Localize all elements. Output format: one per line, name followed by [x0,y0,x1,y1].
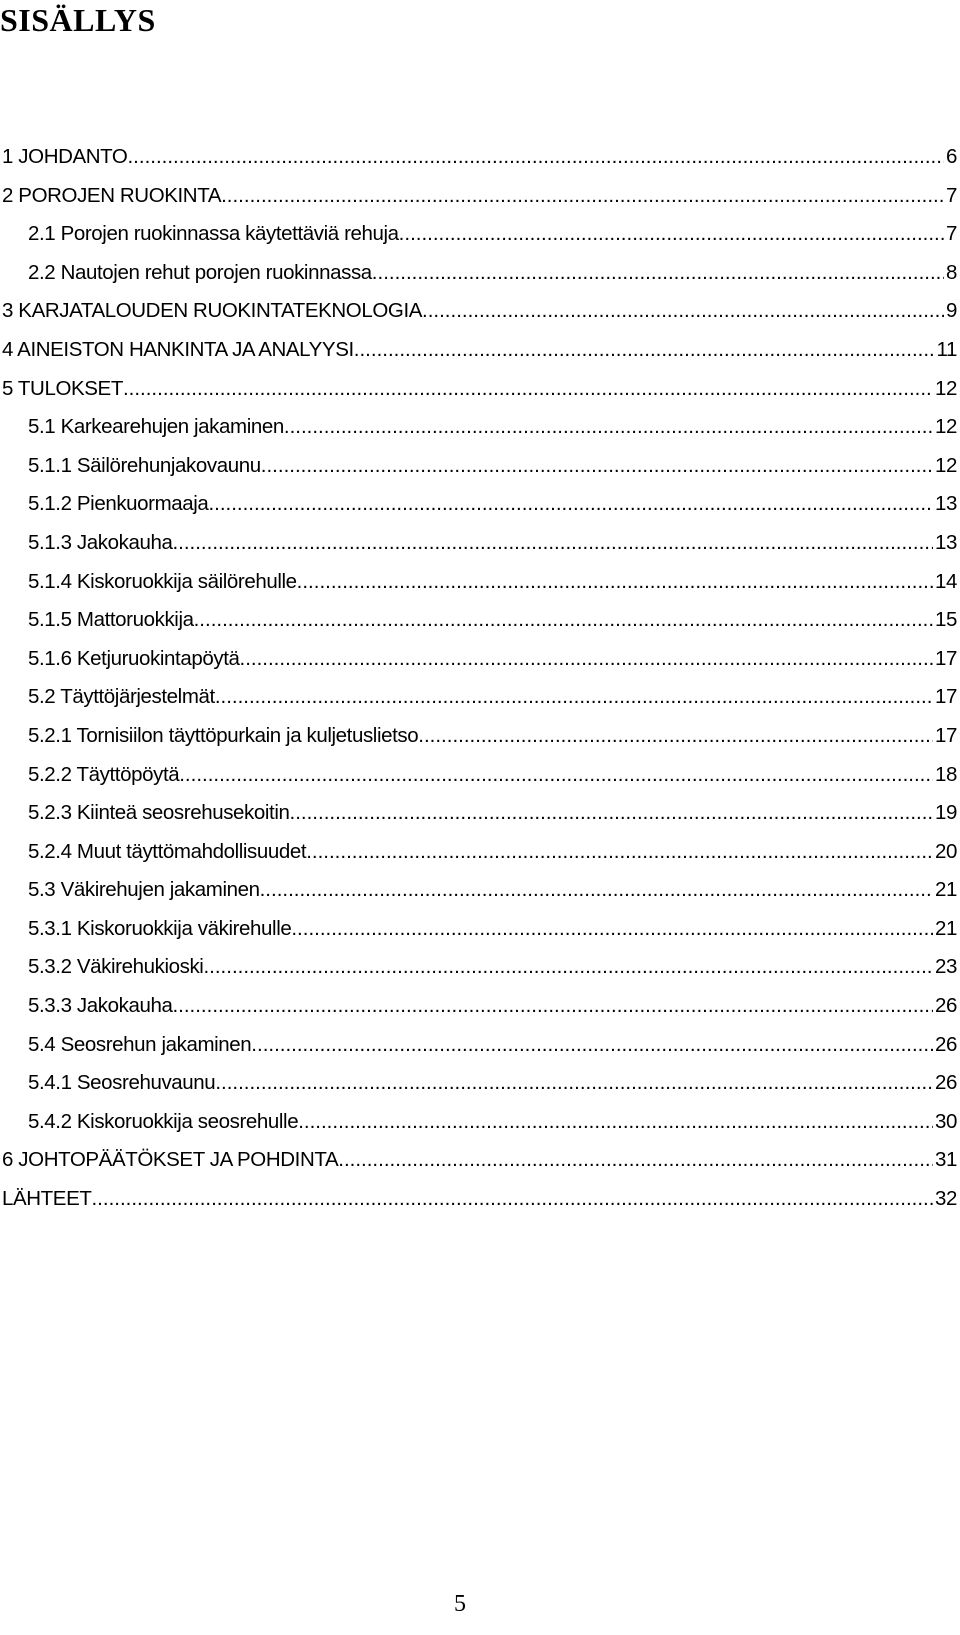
toc-entry-label: 5.2.1 Tornisiilon täyttöpurkain ja kuljetuslietso [28,723,419,747]
toc-entry-label: 5.2.3 Kiinteä seosrehusekoitin [28,801,290,825]
toc-entry[interactable] [0,1187,957,1226]
toc-entry-page: 17 [934,723,957,747]
toc-entry[interactable] [0,415,957,454]
toc-entry[interactable] [0,1033,957,1072]
toc-entry[interactable] [0,685,957,724]
toc-entry[interactable] [0,531,957,570]
dot-leader [372,261,944,285]
toc-entry[interactable] [0,840,957,879]
toc-entry-page: 19 [934,801,957,825]
toc-entry[interactable] [0,1071,957,1110]
toc-entry-page: 30 [934,1109,957,1133]
dot-leader [179,763,933,787]
toc-entry-page: 7 [945,222,957,246]
dot-leader [284,415,933,439]
toc-entry-label: 5.3.3 Jakokauha [28,994,173,1018]
toc-entry[interactable] [0,763,957,802]
toc-entry-page: 6 [945,145,957,168]
dot-leader [251,1033,933,1057]
toc-entry-page: 14 [934,569,957,593]
dot-leader [291,917,933,941]
toc-entry-label: 5.1 Karkearehujen jakaminen [28,415,284,439]
toc-entry[interactable] [0,878,957,917]
toc-entry-page: 7 [945,183,957,207]
toc-entry[interactable] [0,570,957,609]
toc-entry-page: 9 [945,299,957,323]
toc-entry[interactable] [0,955,957,994]
toc-entry-page: 32 [934,1187,957,1211]
dot-leader [418,724,933,748]
toc-entry[interactable] [0,222,957,261]
toc-entry-label: 5.1.3 Jakokauha [28,530,173,554]
toc-entry[interactable] [0,299,957,338]
toc-entry[interactable] [0,1110,957,1149]
toc-entry[interactable] [0,647,957,686]
toc-entry-page: 11 [936,337,957,361]
toc-entry-label: 2 POROJEN RUOKINTA [2,183,222,207]
toc-entry-page: 13 [934,492,957,516]
toc-entry[interactable] [0,1148,957,1187]
toc-entry-label: 5.2.2 Täyttöpöytä [28,762,180,786]
toc-entry-label: 5.1.5 Mattoruokkija [28,608,194,632]
toc-entry-page: 18 [934,762,957,786]
dot-leader [297,570,933,594]
toc-entry-label: LÄHTEET [2,1187,92,1211]
toc-entry-label: 5.3.2 Väkirehukioski [28,955,204,979]
dot-leader [338,1148,933,1172]
page-number: 5 [454,1591,466,1617]
toc-entry-page: 12 [934,415,957,439]
toc-entry-label: 5.4.1 Seosrehuvaunu [28,1071,216,1095]
toc-entry-page: 26 [934,1071,957,1095]
dot-leader [203,955,933,979]
table-of-contents [0,145,957,1226]
toc-entry-label: 3 KARJATALOUDEN RUOKINTATEKNOLOGIA [2,299,423,323]
dot-leader [215,1071,933,1095]
dot-leader [172,531,933,555]
toc-entry-label: 5.3 Väkirehujen jakaminen [28,878,260,902]
toc-entry[interactable] [0,608,957,647]
toc-entry[interactable] [0,184,957,223]
toc-entry-label: 1 JOHDANTO [2,145,128,168]
toc-entry[interactable] [0,377,957,416]
dot-leader [290,801,933,825]
toc-entry-page: 12 [934,453,957,477]
toc-entry-page: 20 [934,839,957,863]
toc-entry[interactable] [0,994,957,1033]
toc-entry[interactable] [0,801,957,840]
toc-entry[interactable] [0,338,957,377]
toc-entry-label: 5.2.4 Muut täyttömahdollisuudet [28,839,307,863]
toc-entry-page: 21 [934,878,957,902]
dot-leader [354,338,935,362]
dot-leader [240,647,933,671]
dot-leader [298,1110,933,1134]
toc-entry[interactable] [0,492,957,531]
toc-entry[interactable] [0,145,957,184]
dot-leader [399,222,944,246]
dot-leader [127,145,944,169]
toc-entry-label: 2.1 Porojen ruokinnassa käytettäviä rehuja [28,222,399,246]
toc-entry[interactable] [0,454,957,493]
dot-leader [260,878,933,902]
dot-leader [91,1187,933,1211]
page-title: SISÄLLYS [0,2,156,38]
toc-entry-page: 12 [934,376,957,400]
toc-entry-label: 5.1.6 Ketjuruokintapöytä [28,646,240,670]
toc-entry-page: 8 [945,260,957,284]
dot-leader [422,299,944,323]
toc-entry-page: 26 [934,994,957,1018]
toc-entry-page: 13 [934,530,957,554]
toc-entry-page: 23 [934,955,957,979]
dot-leader [306,840,933,864]
toc-entry[interactable] [0,724,957,763]
dot-leader [194,608,933,632]
dot-leader [221,184,944,208]
toc-entry-label: 6 JOHTOPÄÄTÖKSET JA POHDINTA [2,1148,339,1172]
toc-entry-label: 5.4 Seosrehun jakaminen [28,1032,252,1056]
toc-entry-page: 31 [934,1148,957,1172]
toc-entry-label: 5 TULOKSET [2,376,123,400]
toc-entry-page: 21 [934,916,957,940]
toc-entry-label: 5.1.2 Pienkuormaaja [28,492,209,516]
toc-entry[interactable] [0,261,957,300]
dot-leader [208,492,933,516]
toc-entry-label: 5.1.1 Säilörehunjakovaunu [28,453,261,477]
dot-leader [123,377,933,401]
toc-entry-label: 5.2 Täyttöjärjestelmät [28,685,215,709]
toc-entry-label: 4 AINEISTON HANKINTA JA ANALYYSI [2,337,354,361]
toc-entry-page: 17 [934,685,957,709]
dot-leader [172,994,933,1018]
toc-entry-page: 26 [934,1032,957,1056]
dot-leader [261,454,933,478]
toc-entry-page: 15 [934,608,957,632]
toc-entry-label: 2.2 Nautojen rehut porojen ruokinnassa [28,260,372,284]
toc-entry-page: 17 [934,646,957,670]
toc-entry-label: 5.4.2 Kiskoruokkija seosrehulle [28,1109,299,1133]
dot-leader [215,685,933,709]
toc-entry-label: 5.1.4 Kiskoruokkija säilörehulle [28,569,297,593]
toc-entry-label: 5.3.1 Kiskoruokkija väkirehulle [28,916,292,940]
toc-entry[interactable] [0,917,957,956]
